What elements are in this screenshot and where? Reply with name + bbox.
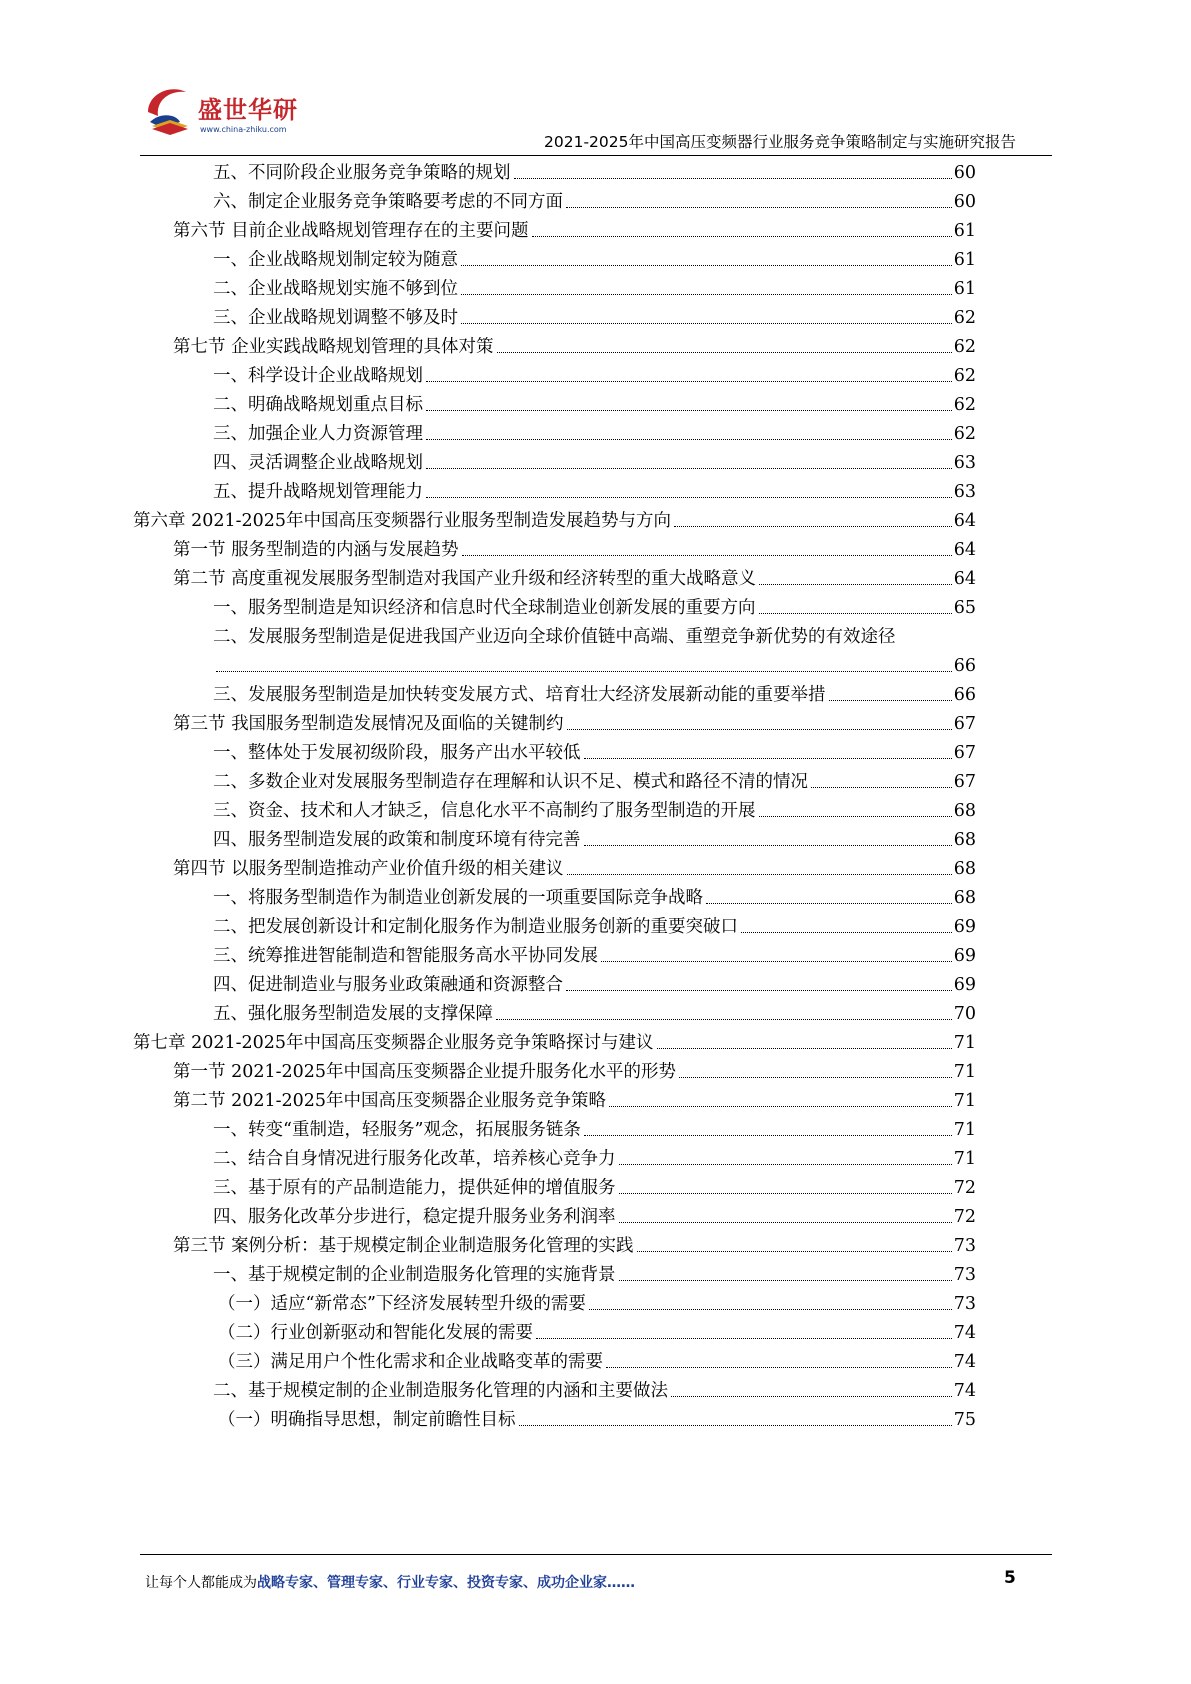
toc-dot-leader: [706, 903, 952, 904]
toc-entry-title: 一、企业战略规划制定较为随意: [213, 250, 458, 270]
toc-entry-page: 71: [953, 1033, 976, 1053]
toc-entry[interactable]: [133, 501, 976, 532]
toc-entry-page: 68: [953, 801, 976, 821]
toc-entry-title: 第一节 服务型制造的内涵与发展趋势: [173, 540, 459, 560]
toc-entry[interactable]: [213, 588, 976, 619]
toc-entry[interactable]: [213, 240, 976, 271]
toc-dot-leader: [637, 1251, 952, 1252]
toc-entry[interactable]: [213, 617, 976, 648]
toc-dot-leader: [589, 1309, 952, 1310]
toc-entry[interactable]: [213, 1255, 976, 1286]
toc-entry[interactable]: [213, 385, 976, 416]
toc-entry[interactable]: [213, 820, 976, 851]
toc-entry[interactable]: [213, 965, 976, 996]
logo-url: www.china-zhiku.com: [200, 125, 287, 134]
toc-entry[interactable]: [213, 733, 976, 764]
toc-entry-title: 三、基于原有的产品制造能力，提供延伸的增值服务: [213, 1178, 616, 1198]
toc-dot-leader: [584, 845, 952, 846]
toc-entry-title: 四、灵活调整企业战略规划: [213, 453, 423, 473]
toc-entry-title: 一、将服务型制造作为制造业创新发展的一项重要国际竞争战略: [213, 888, 703, 908]
toc-dot-leader: [566, 990, 952, 991]
toc-entry-title: 三、发展服务型制造是加快转变发展方式、培育壮大经济发展新动能的重要举措: [213, 685, 826, 705]
toc-entry-page: 72: [953, 1178, 976, 1198]
toc-entry[interactable]: [218, 1342, 976, 1373]
toc-dot-leader: [601, 961, 952, 962]
toc-entry-title: 三、资金、技术和人才缺乏，信息化水平不高制约了服务型制造的开展: [213, 801, 756, 821]
toc-entry-title: 二、结合自身情况进行服务化改革，培养核心竞争力: [213, 1149, 616, 1169]
toc-dot-leader: [566, 207, 952, 208]
toc-entry-page: 63: [953, 482, 976, 502]
toc-entry[interactable]: [218, 1284, 976, 1315]
toc-dot-leader: [759, 584, 952, 585]
toc-entry-page: 68: [953, 888, 976, 908]
toc-entry-page: 74: [953, 1352, 976, 1372]
toc-dot-leader: [536, 1338, 952, 1339]
toc-entry-title: 第七节 企业实践战略规划管理的具体对策: [173, 337, 494, 357]
toc-entry[interactable]: [173, 530, 976, 561]
toc-dot-leader: [216, 671, 952, 672]
toc-entry[interactable]: [173, 211, 976, 242]
toc-entry[interactable]: [213, 153, 976, 184]
toc-entry-page: 64: [953, 540, 976, 560]
toc-entry-title: 二、把发展创新设计和定制化服务作为制造业服务创新的重要突破口: [213, 917, 738, 937]
toc-entry[interactable]: [213, 1139, 976, 1170]
toc-entry-page: 62: [953, 308, 976, 328]
toc-entry-title: 四、服务化改革分步进行，稳定提升服务业务利润率: [213, 1207, 616, 1227]
toc-dot-leader: [462, 555, 952, 556]
page-header: [0, 0, 1191, 160]
toc-entry-page: 68: [953, 830, 976, 850]
toc-dot-leader: [619, 1280, 952, 1281]
toc-dot-leader: [426, 439, 952, 440]
book-swirl-logo-icon: [140, 82, 200, 142]
toc-entry-title: 二、基于规模定制的企业制造服务化管理的内涵和主要做法: [213, 1381, 668, 1401]
toc-dot-leader: [519, 1425, 952, 1426]
toc-entry-page: 64: [953, 511, 976, 531]
footer-slogan: [145, 1572, 635, 1592]
toc-entry-page: 74: [953, 1381, 976, 1401]
toc-entry-page: 66: [953, 685, 976, 705]
toc-entry-title: 三、统筹推进智能制造和智能服务高水平协同发展: [213, 946, 598, 966]
toc-dot-leader: [759, 816, 952, 817]
toc-entry[interactable]: [213, 356, 976, 387]
toc-dot-leader: [657, 1048, 952, 1049]
toc-entry-page: 70: [953, 1004, 976, 1024]
toc-dot-leader: [609, 1106, 952, 1107]
toc-entry-title: 一、服务型制造是知识经济和信息时代全球制造业创新发展的重要方向: [213, 598, 756, 618]
toc-entry-page: 69: [953, 917, 976, 937]
toc-entry[interactable]: [213, 936, 976, 967]
toc-entry[interactable]: [213, 182, 976, 213]
toc-entry[interactable]: [173, 849, 976, 880]
toc-entry-page: 65: [953, 598, 976, 618]
toc-entry[interactable]: [213, 762, 976, 793]
toc-entry-page: 64: [953, 569, 976, 589]
toc-entry[interactable]: [213, 1168, 976, 1199]
toc-dot-leader: [619, 1164, 952, 1165]
toc-entry-title: 四、服务型制造发展的政策和制度环境有待完善: [213, 830, 581, 850]
toc-entry[interactable]: [173, 327, 976, 358]
toc-entry[interactable]: [173, 559, 976, 590]
toc-entry-page: 62: [953, 395, 976, 415]
toc-dot-leader: [567, 729, 952, 730]
toc-entry-title: 六、制定企业服务竞争策略要考虑的不同方面: [213, 192, 563, 212]
toc-entry-title: 一、整体处于发展初级阶段，服务产出水平较低: [213, 743, 581, 763]
footer-slogan-lead: 让每个人都能成为: [145, 1575, 257, 1591]
toc-entry-page: 61: [953, 221, 976, 241]
toc-entry-page: 66: [953, 656, 976, 676]
toc-dot-leader: [674, 526, 952, 527]
toc-dot-leader: [514, 178, 952, 179]
company-logo: [140, 82, 310, 152]
logo-text: 盛世华研: [198, 96, 298, 124]
toc-entry-title: 一、转变“重制造，轻服务”观念，拓展服务链条: [213, 1120, 581, 1140]
toc-entry-page: 60: [953, 163, 976, 183]
toc-entry-title: 三、加强企业人力资源管理: [213, 424, 423, 444]
toc-entry[interactable]: [173, 1226, 976, 1257]
toc-dot-leader: [606, 1367, 952, 1368]
toc-entry[interactable]: [213, 646, 976, 677]
toc-entry-page: 71: [953, 1149, 976, 1169]
toc-entry-page: 68: [953, 859, 976, 879]
toc-dot-leader: [679, 1077, 952, 1078]
footer-divider: [140, 1554, 1052, 1555]
toc-entry-title: 二、多数企业对发展服务型制造存在理解和认识不足、模式和路径不清的情况: [213, 772, 808, 792]
toc-entry[interactable]: [218, 1400, 976, 1431]
toc-entry-page: 73: [953, 1294, 976, 1314]
footer-slogan-emphasis: 战略专家、管理专家、行业专家、投资专家、成功企业家……: [257, 1575, 635, 1591]
toc-dot-leader: [497, 352, 952, 353]
toc-entry[interactable]: [213, 994, 976, 1025]
toc-dot-leader: [584, 758, 952, 759]
toc-entry-title: （三）满足用户个性化需求和企业战略变革的需要: [218, 1352, 603, 1372]
toc-entry[interactable]: [213, 472, 976, 503]
toc-dot-leader: [426, 381, 952, 382]
toc-entry-title: 五、不同阶段企业服务竞争策略的规划: [213, 163, 511, 183]
toc-entry-title: 三、企业战略规划调整不够及时: [213, 308, 458, 328]
toc-entry-page: 61: [953, 279, 976, 299]
toc-entry[interactable]: [213, 791, 976, 822]
toc-entry-page: 61: [953, 250, 976, 270]
toc-dot-leader: [461, 294, 952, 295]
toc-entry-page: 69: [953, 975, 976, 995]
toc-entry-title: 一、科学设计企业战略规划: [213, 366, 423, 386]
toc-entry-page: 73: [953, 1236, 976, 1256]
toc-entry[interactable]: [213, 269, 976, 300]
toc-entry-title: （一）明确指导思想，制定前瞻性目标: [218, 1410, 516, 1430]
toc-entry[interactable]: [173, 1052, 976, 1083]
toc-entry-title: 第七章 2021-2025年中国高压变频器企业服务竞争策略探讨与建议: [133, 1033, 654, 1053]
toc-entry-title: 四、促进制造业与服务业政策融通和资源整合: [213, 975, 563, 995]
toc-entry-page: 74: [953, 1323, 976, 1343]
toc-entry-title: 第二节 高度重视发展服务型制造对我国产业升级和经济转型的重大战略意义: [173, 569, 757, 589]
toc-entry-title: 五、提升战略规划管理能力: [213, 482, 423, 502]
toc-entry-title: 第六节 目前企业战略规划管理存在的主要问题: [173, 221, 529, 241]
toc-entry-page: 60: [953, 192, 976, 212]
toc-entry[interactable]: [213, 1110, 976, 1141]
toc-entry-page: 67: [953, 714, 976, 734]
toc-entry-page: 73: [953, 1265, 976, 1285]
toc-entry-page: 72: [953, 1207, 976, 1227]
toc-entry-title: （一）适应“新常态”下经济发展转型升级的需要: [218, 1294, 586, 1314]
toc-entry-page: 62: [953, 424, 976, 444]
toc-dot-leader: [532, 236, 952, 237]
toc-entry-page: 67: [953, 772, 976, 792]
toc-entry[interactable]: [173, 704, 976, 735]
toc-dot-leader: [496, 1019, 952, 1020]
toc-dot-leader: [619, 1193, 952, 1194]
toc-entry-title: 二、明确战略规划重点目标: [213, 395, 423, 415]
toc-entry-title: 第三节 案例分析：基于规模定制企业制造服务化管理的实践: [173, 1236, 634, 1256]
toc-entry-page: 67: [953, 743, 976, 763]
toc-entry-title: 二、企业战略规划实施不够到位: [213, 279, 458, 299]
toc-entry-title: （二）行业创新驱动和智能化发展的需要: [218, 1323, 533, 1343]
toc-entry-page: 75: [953, 1410, 976, 1430]
toc-entry[interactable]: [218, 1313, 976, 1344]
toc-dot-leader: [461, 265, 952, 266]
toc-dot-leader: [584, 1135, 952, 1136]
toc-entry[interactable]: [213, 1371, 976, 1402]
report-title: 2021-2025年中国高压变频器行业服务竞争策略制定与实施研究报告: [544, 133, 1016, 151]
toc-entry-page: 71: [953, 1120, 976, 1140]
toc-entry-title: 五、强化服务型制造发展的支撑保障: [213, 1004, 493, 1024]
toc-entry-title: 第六章 2021-2025年中国高压变频器行业服务型制造发展趋势与方向: [133, 511, 672, 531]
toc-dot-leader: [461, 323, 952, 324]
toc-dot-leader: [619, 1222, 952, 1223]
toc-entry[interactable]: [173, 1081, 976, 1112]
toc-entry-title: 第四节 以服务型制造推动产业价值升级的相关建议: [173, 859, 564, 879]
toc-entry[interactable]: [213, 1197, 976, 1228]
toc-entry-title: 第二节 2021-2025年中国高压变频器企业服务竞争策略: [173, 1091, 607, 1111]
page-number: 5: [1004, 1568, 1016, 1588]
toc-entry[interactable]: [213, 443, 976, 474]
toc-entry-page: 62: [953, 366, 976, 386]
toc-dot-leader: [759, 613, 952, 614]
toc-entry[interactable]: [213, 907, 976, 938]
toc-entry-page: 71: [953, 1062, 976, 1082]
toc-entry[interactable]: [133, 1023, 976, 1054]
toc-entry-page: 62: [953, 337, 976, 357]
toc-dot-leader: [567, 874, 952, 875]
toc-entry[interactable]: [213, 298, 976, 329]
toc-entry-page: 63: [953, 453, 976, 473]
toc-entry-title: 第三节 我国服务型制造发展情况及面临的关键制约: [173, 714, 564, 734]
toc-entry-title: 二、发展服务型制造是促进我国产业迈向全球价值链中高端、重塑竞争新优势的有效途径: [213, 627, 896, 647]
toc-entry-page: 71: [953, 1091, 976, 1111]
toc-dot-leader: [811, 787, 952, 788]
toc-entry-title: 第一节 2021-2025年中国高压变频器企业提升服务化水平的形势: [173, 1062, 677, 1082]
toc-dot-leader: [829, 700, 952, 701]
toc-dot-leader: [426, 468, 952, 469]
toc-dot-leader: [671, 1396, 952, 1397]
toc-dot-leader: [426, 410, 952, 411]
toc-entry[interactable]: [213, 878, 976, 909]
toc-entry[interactable]: [213, 675, 976, 706]
toc-entry[interactable]: [213, 414, 976, 445]
toc-entry-title: 一、基于规模定制的企业制造服务化管理的实施背景: [213, 1265, 616, 1285]
toc-entry-page: 69: [953, 946, 976, 966]
toc-dot-leader: [426, 497, 952, 498]
toc-dot-leader: [741, 932, 952, 933]
